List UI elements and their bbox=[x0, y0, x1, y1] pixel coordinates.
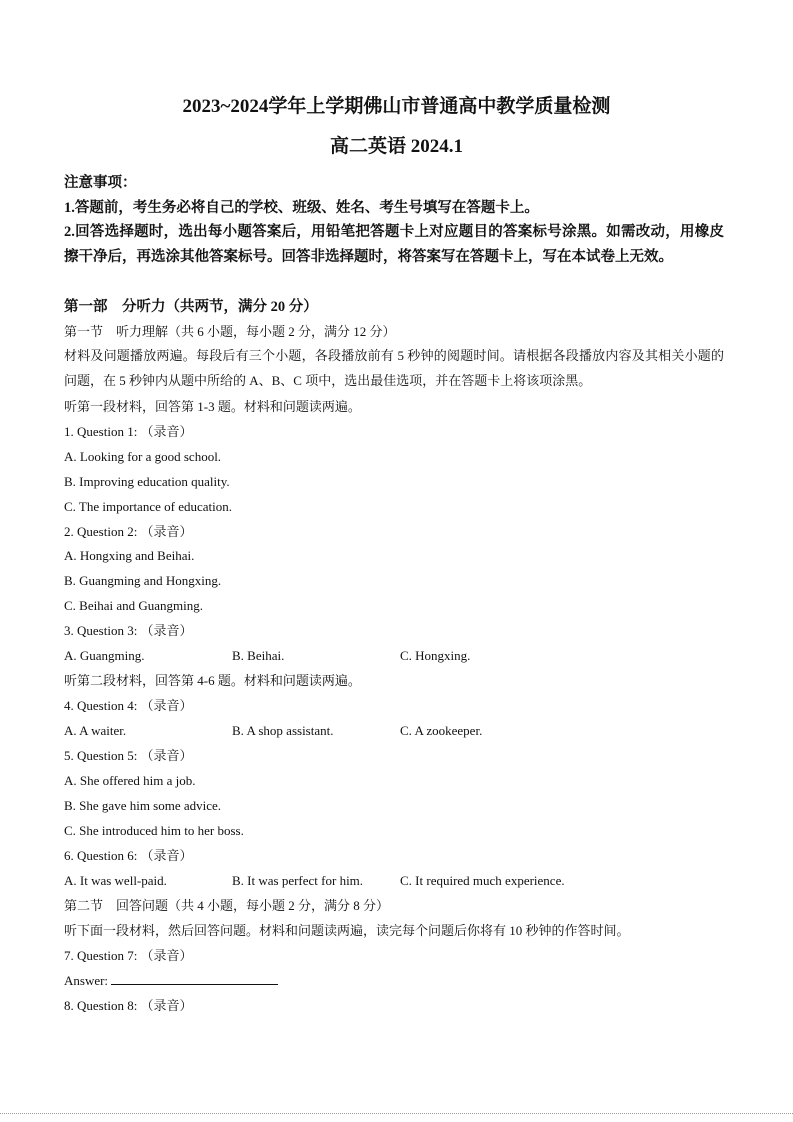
question-7-answer-line bbox=[64, 972, 278, 990]
question-4-option-c: C. A zookeeper. bbox=[400, 723, 483, 738]
section1-heading: 第一节 听力理解（共 6 小题，每小题 2 分，满分 12 分） bbox=[64, 324, 396, 339]
question-5-option-c: C. She introduced him to her boss. bbox=[64, 823, 244, 838]
question-7: 7. Question 7: （录音） bbox=[64, 948, 193, 963]
exam-title: 2023~2024学年上学期佛山市普通高中教学质量检测 bbox=[182, 96, 611, 117]
page-bottom-divider bbox=[0, 1113, 793, 1114]
question-4-option-a: A. A waiter. bbox=[64, 723, 127, 738]
question-2-option-a: A. Hongxing and Beihai. bbox=[64, 548, 195, 563]
question-5: 5. Question 5: （录音） bbox=[64, 748, 193, 763]
question-1-option-a: A. Looking for a good school. bbox=[64, 449, 222, 464]
material2-instruction: 听第二段材料，回答第 4-6 题。材料和问题读两遍。 bbox=[64, 673, 361, 688]
question-3: 3. Question 3: （录音） bbox=[64, 623, 193, 638]
answer-blank bbox=[111, 972, 278, 985]
question-8: 8. Question 8: （录音） bbox=[64, 998, 193, 1013]
section1-instructions: 材料及问题播放两遍。每段后有三个小题，各段播放前有 5 秒钟的阅题时间。请根据各段播放内容及其相关小题的问题，在 5 秒钟内从题中所给的 A、B、C 项中，选出最佳选项，并在答题卡上将该项涂黑。 bbox=[64, 348, 724, 388]
question-5-option-b: B. She gave him some advice. bbox=[64, 798, 222, 813]
notice-heading: 注意事项： bbox=[64, 175, 137, 191]
part1-heading: 第一部 分听力（共两节，满分 20 分） bbox=[64, 299, 318, 315]
notice-item-1: 1.答题前，考生务必将自己的学校、班级、姓名、考生号填写在答题卡上。 bbox=[64, 200, 539, 216]
question-2-option-b: B. Guangming and Hongxing. bbox=[64, 573, 222, 588]
notice-item-2: 2.回答选择题时，选出每小题答案后，用铅笔把答题卡上对应题目的答案标号涂黑。如需改动，用橡皮擦干净后，再选涂其他答案标号。回答非选择题时，将答案写在答题卡上，写在本试卷上无效。 bbox=[64, 224, 724, 265]
question-1-option-c: C. The importance of education. bbox=[64, 499, 232, 514]
question-3-option-b: B. Beihai. bbox=[232, 648, 285, 663]
question-5-option-a: A. She offered him a job. bbox=[64, 773, 196, 788]
question-2: 2. Question 2: （录音） bbox=[64, 524, 193, 539]
question-1: 1. Question 1: （录音） bbox=[64, 424, 193, 439]
question-6-option-a: A. It was well-paid. bbox=[64, 873, 167, 888]
question-6-option-b: B. It was perfect for him. bbox=[232, 873, 364, 888]
section2-instructions: 听下面一段材料，然后回答问题。材料和问题读两遍，读完每个问题后你将有 10 秒钟的作答时间。 bbox=[64, 923, 630, 938]
question-3-option-a: A. Guangming. bbox=[64, 648, 145, 663]
question-4-option-b: B. A shop assistant. bbox=[232, 723, 334, 738]
exam-subtitle: 高二英语 2024.1 bbox=[329, 136, 463, 157]
question-6-option-c: C. It required much experience. bbox=[400, 873, 565, 888]
question-2-option-c: C. Beihai and Guangming. bbox=[64, 598, 204, 613]
question-4: 4. Question 4: （录音） bbox=[64, 698, 193, 713]
answer-label: Answer: bbox=[64, 973, 109, 988]
section2-heading: 第二节 回答问题（共 4 小题，每小题 2 分，满分 8 分） bbox=[64, 898, 390, 913]
material1-instruction: 听第一段材料，回答第 1-3 题。材料和问题读两遍。 bbox=[64, 399, 361, 414]
question-6: 6. Question 6: （录音） bbox=[64, 848, 193, 863]
question-3-option-c: C. Hongxing. bbox=[400, 648, 471, 663]
question-1-option-b: B. Improving education quality. bbox=[64, 474, 230, 489]
